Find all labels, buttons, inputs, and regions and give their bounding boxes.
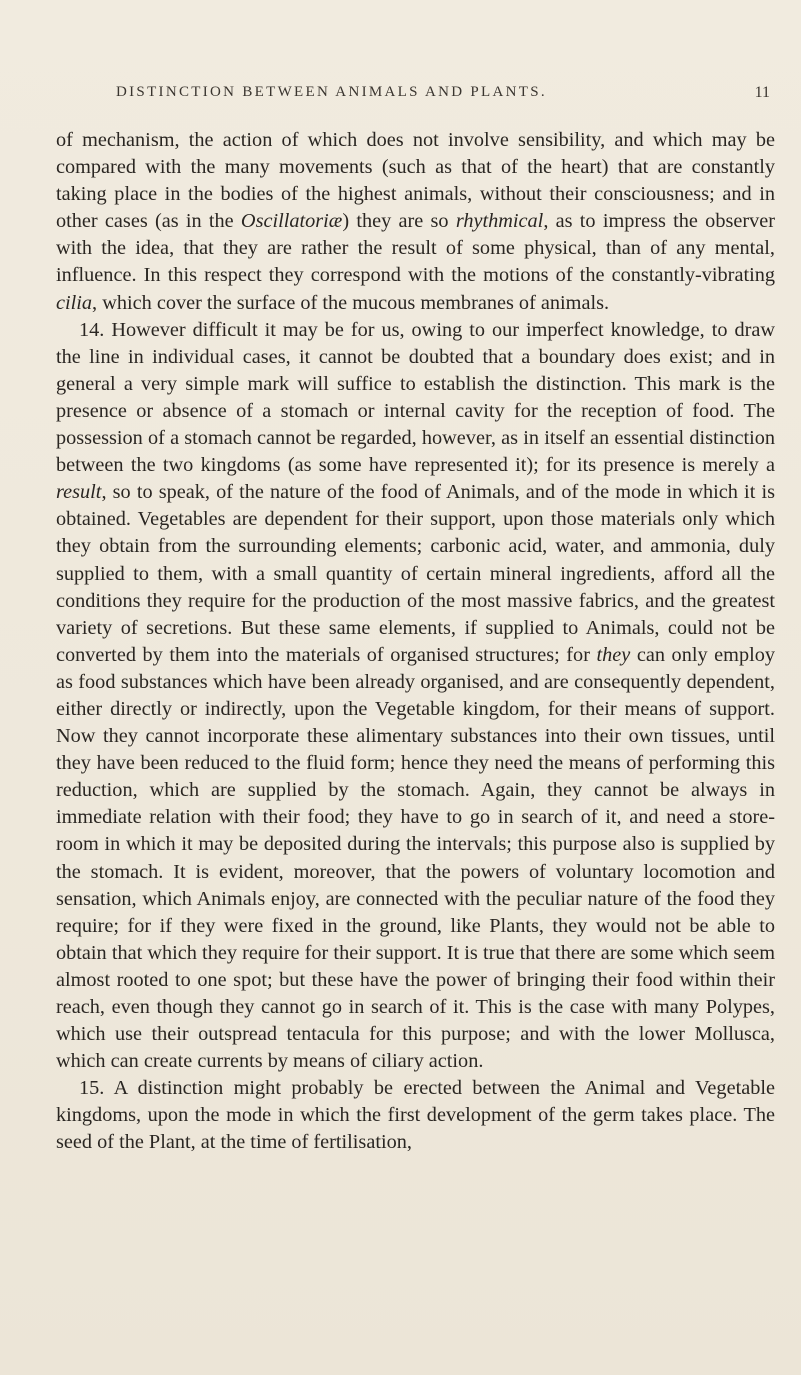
text-run: ) they are so	[342, 210, 456, 233]
paragraph-continued	[56, 127, 775, 317]
running-title: DISTINCTION BETWEEN ANIMALS AND PLANTS.	[116, 84, 547, 100]
italic-term: rhythmical	[455, 210, 544, 233]
paragraph-15	[56, 1075, 775, 1156]
paragraph-14	[56, 317, 775, 1076]
running-head	[0, 84, 801, 108]
text-run: can only employ as food substances which have been already organised, and are consequently dependent, either directly or indirectly, upon the Vegetable kingdom, for their means of support. Now they cannot incorporate these alimentary substances into their own tissues, until they have been reduced to the fluid form; hence they need the means of performing this reduction, which are supplied by the stomach. Again, they cannot be always in immediate relation with their food; they have to go in search of it, and need a store-room in which it may be deposited during the intervals; this purpose also is supplied by the stomach. It is evident, moreover, that the powers of voluntary locomotion and sensation, which Animals enjoy, are connected with the peculiar nature of the food they require; for if they were fixed in the ground, like Plants, they would not be able to obtain that which they require for their support. It is true that there are some which seem almost rooted to one spot; but these have the power of bringing their food within their reach, even though they cannot go in search of it. This is the case with many Polypes, which use their outspread tentacula for this purpose; and with the lower Mollusca, which can create currents by means of ciliary action.	[56, 643, 775, 1073]
text-run: 14. However difficult it may be for us, owing to our imperfect knowledge, to draw the line in individual cases, it cannot be doubted that a boundary does exist; and in general a very simple mark will suffice to establish the distinction. This mark is the presence or absence of a stomach or internal cavity for the reception of food. The possession of a stomach cannot be regarded, however, as in itself an essential distinction between the two kingdoms (as some have represented it); for its presence is merely a	[56, 318, 775, 477]
text-run: 15. A distinction might probably be erected between the Animal and Vegetable kingdoms, upon the mode in which the first development of the germ takes place. The seed of the Plant, at the time of fertilisation,	[56, 1077, 775, 1154]
text-run: of mechanism, the action of which does not involve sensibility, and which may be compared with the many movements (such as that of the heart) that are constantly taking place in the bodies of the highest animals, without their consciousness; and in other cases (as in the	[56, 129, 775, 233]
italic-term: Oscillatoriæ	[240, 210, 343, 233]
italic-term: cilia	[56, 291, 93, 314]
italic-term: they	[596, 643, 631, 666]
italic-term: result	[56, 481, 102, 504]
page-number: 11	[754, 84, 770, 101]
text-run: , so to speak, of the nature of the food of Animals, and of the mode in which it is obtained. Vegetables are dependent for their support, upon those materials only which they obtain from the surrounding elements; carbonic acid, water, and ammonia, duly supplied to them, with a small quantity of certain mineral ingredients, afford all the conditions they require for the production of the most massive fabrics, and the greatest variety of secretions. But these same elements, if supplied to Animals, could not be converted by them into the materials of organised structures; for	[56, 481, 775, 666]
body-text	[56, 127, 775, 1157]
text-run: , as to impress the observer with the idea, that they are rather the result of some physical, than of any mental, influence. In this respect they correspond with the motions of the constantly-vibrating	[56, 210, 776, 287]
text-run: , which cover the surface of the mucous membranes of animals.	[92, 291, 610, 314]
